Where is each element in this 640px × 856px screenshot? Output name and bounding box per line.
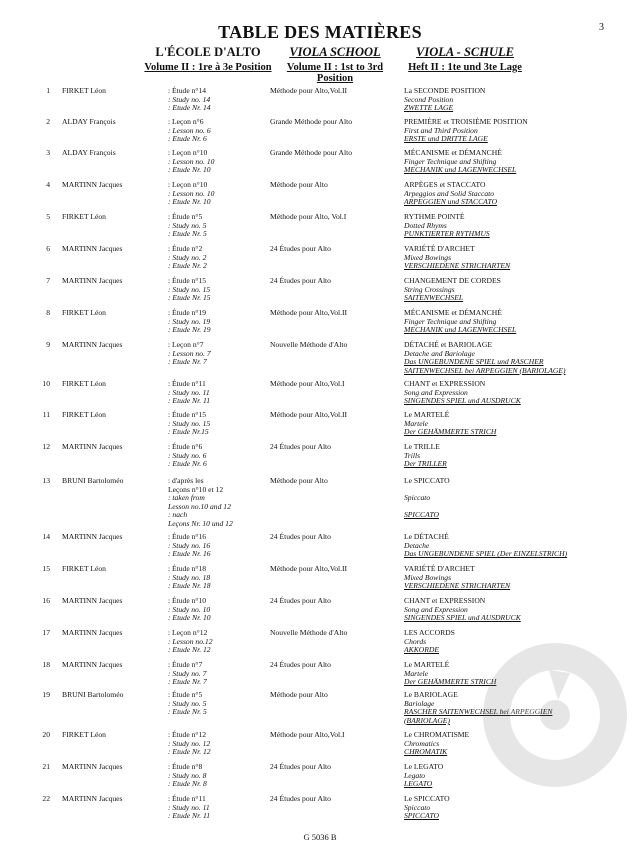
study-line: : Etude Nr. 6: [168, 459, 207, 469]
study-line: : Etude Nr. 10: [168, 197, 211, 207]
study-reference: [168, 277, 264, 303]
method-name: Méthode pour Alto,Vol.II: [270, 86, 348, 95]
title-line: First and Third Position: [404, 125, 478, 135]
method-name: 24 Études pour Alto: [270, 794, 331, 803]
study-reference: [168, 118, 264, 144]
title-line: Second Position: [404, 94, 454, 104]
study-line: : Etude Nr. 16: [168, 549, 211, 559]
title-line: (BARIOLAGE): [404, 715, 450, 725]
entry-number: 17: [42, 628, 50, 637]
study-line: : Etude Nr. 12: [168, 645, 211, 655]
study-line: : Lesson no. 10: [168, 156, 215, 166]
title-line: RYTHME POINTÉ: [404, 212, 465, 221]
composer: MARTINN Jacques: [62, 244, 123, 253]
study-line: : Lesson no.12: [168, 636, 213, 646]
entry-number: 4: [46, 180, 50, 189]
method-name: 24 Études pour Alto: [270, 762, 331, 771]
page-title: TABLE DES MATIÈRES: [218, 22, 422, 42]
study-line: : Étude n°11: [168, 794, 206, 803]
title-line: Le DÉTACHÉ: [404, 532, 449, 541]
study-line: : Study no. 16: [168, 540, 211, 550]
study-line: Leçons Nr. 10 und 12: [168, 518, 233, 528]
title-line: CHANGEMENT DE CORDES: [404, 276, 501, 285]
entry-number: 14: [42, 532, 50, 541]
title-line: SAITENWECHSEL: [404, 293, 464, 303]
title-line: PREMIÈRE et TROISIÈME POSITION: [404, 117, 528, 126]
study-line: : Etude Nr. 7: [168, 357, 207, 367]
title-line: Spiccato: [404, 493, 431, 503]
title-line: VARIÉTÉ D'ARCHET: [404, 244, 475, 253]
piece-title: [404, 380, 604, 406]
study-line: : taken from: [168, 493, 205, 503]
title-line: Der TRILLER: [404, 459, 447, 469]
study-reference: [168, 597, 264, 623]
entry-number: 8: [46, 308, 50, 317]
study-line: : nach: [168, 510, 188, 520]
study-reference: [168, 87, 264, 113]
study-line: : Etude Nr. 8: [168, 779, 207, 789]
composer: MARTINN Jacques: [62, 762, 123, 771]
study-line: : Study no. 2: [168, 252, 207, 262]
entry-number: 16: [42, 596, 50, 605]
study-reference: [168, 691, 264, 717]
composer: FIRKET Léon: [62, 86, 106, 95]
title-line: RASCHER SAITENWECHSEL bei ARPEGGIEN: [404, 707, 553, 717]
study-line: : Étude n°2: [168, 244, 203, 253]
composer: MARTINN Jacques: [62, 794, 123, 803]
piece-title: [404, 309, 604, 335]
title-line: MÉCANISME et DÉMANCHÉ: [404, 308, 502, 317]
study-line: : Etude Nr. 10: [168, 165, 211, 175]
study-line: : Study no. 11: [168, 802, 210, 812]
title-line: Song and Expression: [404, 387, 468, 397]
title-line: Martele: [404, 668, 429, 678]
title-line: Das UNGEBUNDENE SPIEL (Der EINZELSTRICH): [404, 549, 568, 559]
composer: FIRKET Léon: [62, 379, 106, 388]
column-heading: VIOLA - SCHULE: [416, 45, 514, 59]
piece-title: [404, 411, 604, 437]
title-line: Le BARIOLAGE: [404, 690, 458, 699]
method-name: Nouvelle Méthode d'Alto: [270, 628, 348, 637]
study-reference: [168, 213, 264, 239]
title-line: Detache and Bariolage: [404, 348, 475, 358]
study-line: : Etude Nr. 7: [168, 677, 207, 687]
study-line: : Etude Nr. 15: [168, 293, 211, 303]
entry-number: 10: [42, 379, 50, 388]
composer: FIRKET Léon: [62, 730, 106, 739]
study-line: : Leçon n°7: [168, 340, 204, 349]
title-line: Song and Expression: [404, 604, 468, 614]
method-name: Méthode pour Alto, Vol.I: [270, 212, 347, 221]
method-name: Méthode pour Alto,Vol.II: [270, 410, 348, 419]
study-line: : Study no. 11: [168, 387, 210, 397]
composer: FIRKET Léon: [62, 564, 106, 573]
study-reference: [168, 477, 264, 529]
title-line: CHANT et EXPRESSION: [404, 379, 486, 388]
piece-title: [404, 795, 604, 821]
title-line: ARPÈGES et STACCATO: [404, 180, 486, 189]
entry-number: 5: [46, 212, 50, 221]
entry-number: 3: [46, 148, 50, 157]
study-line: : Etude Nr. 19: [168, 325, 211, 335]
study-line: : Etude Nr. 14: [168, 103, 211, 113]
study-reference: [168, 661, 264, 687]
method-name: Méthode pour Alto,Vol.II: [270, 308, 348, 317]
title-line: Arpeggios and Solid Staccato: [404, 188, 495, 198]
study-line: : Study no. 10: [168, 604, 211, 614]
entry-number: 21: [42, 762, 50, 771]
title-line: AKKORDE: [404, 645, 440, 655]
page-number: 3: [599, 22, 604, 33]
entry-number: 7: [46, 276, 50, 285]
title-line: VERSCHIEDENE STRICHARTEN: [404, 261, 511, 271]
study-line: : Study no. 15: [168, 418, 211, 428]
study-line: : Etude Nr. 12: [168, 747, 211, 757]
study-line: : Etude Nr. 5: [168, 707, 207, 717]
study-line: : Study no. 15: [168, 284, 211, 294]
title-line: Martele: [404, 418, 429, 428]
study-line: : Etude Nr. 6: [168, 134, 207, 144]
entry-number: 6: [46, 244, 50, 253]
method-name: 24 Études pour Alto: [270, 244, 331, 253]
method-name: 24 Études pour Alto: [270, 276, 331, 285]
method-name: Méthode pour Alto,Vol.II: [270, 564, 348, 573]
piece-title: [404, 118, 604, 144]
title-line: Le CHROMATISME: [404, 730, 470, 739]
study-line: : Study no. 5: [168, 220, 207, 230]
composer: MARTINN Jacques: [62, 276, 123, 285]
title-line: CHROMATIK: [404, 747, 448, 757]
title-line: Le MARTELÉ: [404, 660, 450, 669]
study-line: : Study no. 6: [168, 450, 207, 460]
method-name: 24 Études pour Alto: [270, 442, 331, 451]
entry-number: 22: [42, 794, 50, 803]
method-name: 24 Études pour Alto: [270, 596, 331, 605]
column-subheading: Volume II : 1re à 3e Position: [144, 62, 272, 73]
study-line: : Study no. 8: [168, 770, 207, 780]
study-line: : Leçon n°12: [168, 628, 208, 637]
study-reference: [168, 763, 264, 789]
piece-title: [404, 443, 604, 469]
study-reference: [168, 181, 264, 207]
study-line: : Etude Nr. 11: [168, 396, 211, 406]
title-line: Finger Technique and Shifting: [404, 316, 497, 326]
title-line: Mixed Bowings: [404, 572, 452, 582]
title-line: MECHANIK und LAGENWECHSEL: [404, 165, 517, 175]
title-line: MÉCANISME et DÉMANCHÉ: [404, 148, 502, 157]
study-line: : Study no. 18: [168, 572, 211, 582]
piece-title: [404, 181, 604, 207]
study-line: Leçons n°10 et 12: [168, 484, 224, 494]
study-line: : Etude Nr. 2: [168, 261, 207, 271]
study-line: : Étude n°10: [168, 596, 207, 605]
study-reference: [168, 411, 264, 437]
study-line: : Étude n°14: [168, 86, 207, 95]
piece-title: [404, 533, 604, 559]
title-line: Spiccato: [404, 802, 431, 812]
study-line: : Étude n°16: [168, 532, 207, 541]
title-line: LES ACCORDS: [404, 628, 455, 637]
column-header-en: [270, 45, 400, 84]
study-line: : Study no. 7: [168, 668, 207, 678]
title-line: Le SPICCATO: [404, 476, 450, 485]
title-line: Chords: [404, 636, 427, 646]
title-line: String Crossings: [404, 284, 455, 294]
method-name: Nouvelle Méthode d'Alto: [270, 340, 348, 349]
study-line: : Étude n°5: [168, 690, 203, 699]
study-reference: [168, 629, 264, 655]
study-reference: [168, 565, 264, 591]
entry-number: 13: [42, 476, 50, 485]
study-line: : Étude n°7: [168, 660, 203, 669]
composer: MARTINN Jacques: [62, 596, 123, 605]
title-line: VERSCHIEDENE STRICHARTEN: [404, 581, 511, 591]
study-line: : Lesson no. 7: [168, 348, 211, 358]
title-line: Mixed Bowings: [404, 252, 452, 262]
column-header-de: [400, 45, 530, 73]
title-line: Bariolage: [404, 698, 435, 708]
title-line: PUNKTIERTER RYTHMUS: [404, 229, 490, 239]
method-name: Méthode pour Alto: [270, 690, 328, 699]
entry-number: 19: [42, 690, 50, 699]
method-name: Grande Méthode pour Alto: [270, 148, 353, 157]
study-line: : Étude n°15: [168, 410, 207, 419]
entry-number: 12: [42, 442, 50, 451]
piece-title: [404, 341, 604, 375]
composer: FIRKET Léon: [62, 410, 106, 419]
study-line: : Etude Nr.15: [168, 427, 209, 437]
title-line: Legato: [404, 770, 426, 780]
piece-title: [404, 149, 604, 175]
study-reference: [168, 533, 264, 559]
column-subheading: Volume II : 1st to 3rd Position: [286, 62, 384, 84]
study-line: : Leçon n°6: [168, 117, 204, 126]
title-line: ZWETTE LAGE: [404, 103, 454, 113]
study-line: : Etude Nr. 18: [168, 581, 211, 591]
study-line: : Étude n°11: [168, 379, 206, 388]
column-subheading: Heft II : 1te und 3te Lage: [408, 62, 522, 73]
composer: FIRKET Léon: [62, 308, 106, 317]
piece-title: [404, 277, 604, 303]
column-heading: L'ÉCOLE D'ALTO: [155, 45, 261, 59]
method-name: Méthode pour Alto,Vol.I: [270, 730, 345, 739]
study-reference: [168, 795, 264, 821]
study-line: : Étude n°15: [168, 276, 207, 285]
title-line: Trills: [404, 450, 421, 460]
title-line: SINGENDES SPIEL und AUSDRUCK: [404, 613, 521, 623]
composer: MARTINN Jacques: [62, 340, 123, 349]
study-reference: [168, 380, 264, 406]
entry-number: 1: [46, 86, 50, 95]
piece-title: [404, 213, 604, 239]
column-heading: VIOLA SCHOOL: [289, 45, 381, 59]
title-line: Le LEGATO: [404, 762, 444, 771]
title-line: Le TRILLE: [404, 442, 440, 451]
composer: MARTINN Jacques: [62, 442, 123, 451]
entry-number: 9: [46, 340, 50, 349]
composer: BRUNI Bartoloméo: [62, 690, 124, 699]
study-line: : Étude n°19: [168, 308, 207, 317]
study-line: : Lesson no. 10: [168, 188, 215, 198]
title-line: Der GEHÄMMERTE STRICH: [404, 677, 497, 687]
study-line: : Study no. 14: [168, 94, 211, 104]
study-reference: [168, 245, 264, 271]
piece-title: [404, 245, 604, 271]
title-line: Detache: [404, 540, 430, 550]
piece-title: [404, 87, 604, 113]
composer: MARTINN Jacques: [62, 180, 123, 189]
title-line: La SECONDE POSITION: [404, 86, 486, 95]
study-line: : d'après les: [168, 476, 204, 485]
title-line: Finger Technique and Shifting: [404, 156, 497, 166]
title-line: [404, 486, 604, 495]
method-name: 24 Études pour Alto: [270, 532, 331, 541]
entry-number: 11: [42, 410, 50, 419]
title-line: Dotted Rhyms: [404, 220, 447, 230]
entry-number: 15: [42, 564, 50, 573]
composer: MARTINN Jacques: [62, 532, 123, 541]
study-reference: [168, 149, 264, 175]
column-header-fr: [138, 45, 278, 73]
study-line: : Leçon n°10: [168, 148, 208, 157]
title-line: VARIÉTÉ D'ARCHET: [404, 564, 475, 573]
method-name: Méthode pour Alto,Vol.I: [270, 379, 345, 388]
study-line: : Etude Nr. 5: [168, 229, 207, 239]
study-reference: [168, 341, 264, 367]
watermark-disc-icon: [480, 640, 630, 790]
title-line: LEGATO: [404, 779, 433, 789]
study-line: : Lesson no. 6: [168, 125, 211, 135]
title-line: DÉTACHÉ et BARIOLAGE: [404, 340, 492, 349]
entry-number: 20: [42, 730, 50, 739]
title-line: Das UNGEBUNDENE SPIEL und RASCHER: [404, 357, 544, 367]
study-line: : Study no. 19: [168, 316, 211, 326]
composer: FIRKET Léon: [62, 212, 106, 221]
composer: ALDAY François: [62, 117, 116, 126]
piece-title: [404, 565, 604, 591]
title-line: SPICCATO: [404, 811, 440, 821]
study-line: : Étude n°12: [168, 730, 207, 739]
composer: MARTINN Jacques: [62, 660, 123, 669]
study-line: : Etude Nr. 10: [168, 613, 211, 623]
study-line: : Étude n°8: [168, 762, 203, 771]
title-line: Le SPICCATO: [404, 794, 450, 803]
study-line: : Etude Nr. 11: [168, 811, 211, 821]
title-line: MECHANIK und LAGENWECHSEL: [404, 325, 517, 335]
study-reference: [168, 309, 264, 335]
method-name: Grande Méthode pour Alto: [270, 117, 353, 126]
title-line: Chromatics: [404, 738, 440, 748]
title-line: SINGENDES SPIEL und AUSDRUCK: [404, 396, 521, 406]
piece-title: [404, 597, 604, 623]
study-line: : Study no. 12: [168, 738, 211, 748]
study-reference: [168, 443, 264, 469]
study-line: : Étude n°5: [168, 212, 203, 221]
composer: ALDAY François: [62, 148, 116, 157]
study-line: : Leçon n°10: [168, 180, 208, 189]
piece-title: [404, 477, 604, 520]
study-line: : Étude n°18: [168, 564, 207, 573]
entry-number: 2: [46, 117, 50, 126]
study-line: Lesson no.10 and 12: [168, 501, 231, 511]
title-line: ARPEGGIEN und STACCATO: [404, 197, 498, 207]
method-name: 24 Études pour Alto: [270, 660, 331, 669]
composer: BRUNI Bartoloméo: [62, 476, 124, 485]
method-name: Méthode pour Alto: [270, 476, 328, 485]
title-line: ERSTE und DRITTE LAGE: [404, 134, 488, 144]
composer: MARTINN Jacques: [62, 628, 123, 637]
title-line: Le MARTELÉ: [404, 410, 450, 419]
title-line: SAITENWECHSEL bei ARPEGGIEN (BARIOLAGE): [404, 365, 566, 375]
study-line: : Study no. 5: [168, 698, 207, 708]
entry-number: 18: [42, 660, 50, 669]
title-line: Der GEHÄMMERTE STRICH: [404, 427, 497, 437]
study-line: : Étude n°6: [168, 442, 203, 451]
catalog-number: G 5036 B: [303, 832, 337, 842]
title-line: CHANT et EXPRESSION: [404, 596, 486, 605]
title-line: SPICCATO: [404, 510, 440, 520]
study-reference: [168, 731, 264, 757]
method-name: Méthode pour Alto: [270, 180, 328, 189]
